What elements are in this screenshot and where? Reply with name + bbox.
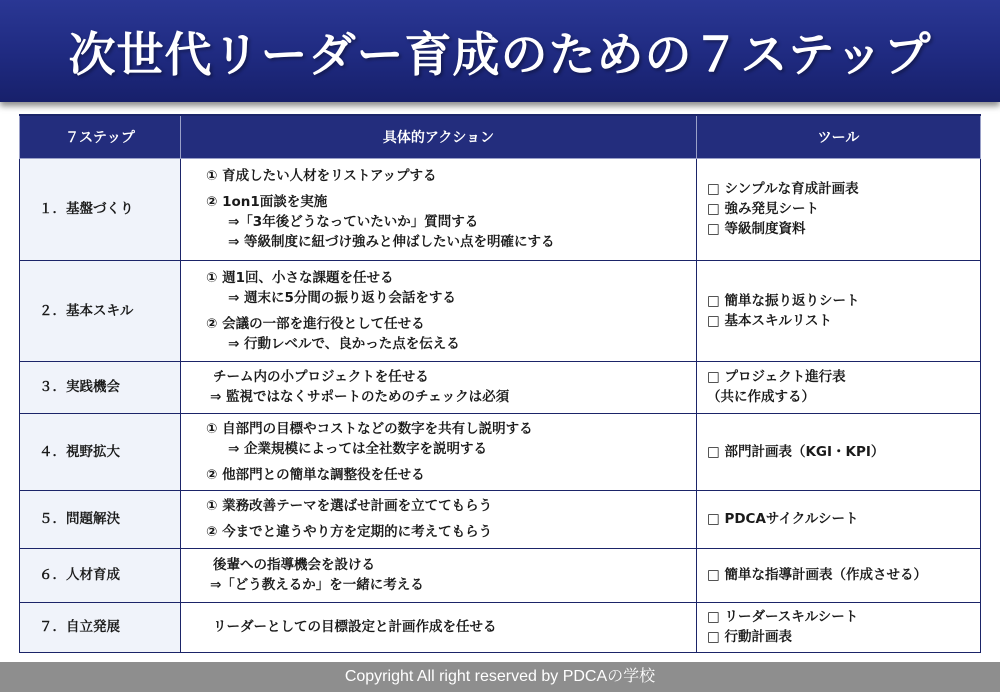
- tool-item: □ プロジェクト進行表: [707, 369, 846, 385]
- action-line: ① 業務改善テーマを選ばせ計画を立ててもらう: [206, 498, 493, 514]
- action-cell: [181, 413, 697, 490]
- tool-item: □ シンプルな育成計画表: [707, 181, 859, 197]
- tool-item: （共に作成する）: [707, 389, 815, 405]
- action-line: ② 会議の一部を進行役として任せる: [206, 315, 425, 332]
- title-banner: [0, 0, 1000, 102]
- action-cell: [181, 548, 697, 602]
- action-line: ② 1on1面談を実施: [206, 194, 328, 210]
- header-tool: ツール: [697, 115, 981, 158]
- action-line: 後輩への指導機会を設ける: [213, 557, 375, 573]
- tool-cell: [697, 548, 981, 602]
- action-cell: [181, 361, 697, 413]
- action-line: ⇒ 週末に5分間の振り返り会話をする: [228, 289, 456, 306]
- action-line: ⇒ 等級制度に紐づけ強みと伸ばしたい点を明確にする: [228, 234, 555, 250]
- step-cell: ６．人材育成: [20, 548, 181, 602]
- tool-item: □ 行動計画表: [707, 629, 792, 645]
- action-cell: [181, 602, 697, 652]
- action-line: ⇒ 監視ではなくサポートのためのチェックは必須: [210, 389, 510, 405]
- step-cell: ２．基本スキル: [20, 260, 181, 361]
- table-row: [20, 602, 981, 652]
- action-line: ⇒「3年後どうなっていたいか」質問する: [228, 214, 479, 230]
- tool-cell: [697, 361, 981, 413]
- steps-table: [19, 114, 981, 653]
- action-line: ① 週1回、小さな課題を任せる: [206, 269, 394, 286]
- step-cell: ７．自立発展: [20, 602, 181, 652]
- action-cell: [181, 260, 697, 361]
- action-line: リーダーとしての目標設定と計画作成を任せる: [213, 619, 497, 635]
- tool-item: □ 基本スキルリスト: [707, 312, 833, 329]
- action-line: ⇒ 行動レベルで、良かった点を伝える: [228, 335, 460, 352]
- tool-item: □ 簡単な振り返りシート: [707, 292, 860, 309]
- tool-item: □ リーダースキルシート: [707, 609, 859, 625]
- table-row: [20, 361, 981, 413]
- table-row: [20, 413, 981, 490]
- tool-item: □ 部門計画表（KGI・KPI）: [707, 443, 885, 460]
- action-line: チーム内の小プロジェクトを任せる: [213, 369, 429, 385]
- table-row: [20, 158, 981, 260]
- table-header-row: [20, 115, 981, 158]
- header-action: 具体的アクション: [181, 115, 697, 158]
- action-cell: [181, 158, 697, 260]
- table-row: [20, 260, 981, 361]
- tool-cell: [697, 602, 981, 652]
- step-cell: ４．視野拡大: [20, 413, 181, 490]
- action-line: ⇒ 企業規模によっては全社数字を説明する: [228, 440, 488, 457]
- action-line: ① 自部門の目標やコストなどの数字を共有し説明する: [206, 420, 533, 437]
- tool-item: □ 簡単な指導計画表（作成させる）: [707, 567, 927, 583]
- tool-cell: [697, 490, 981, 548]
- action-line: ② 他部門との簡単な調整役を任せる: [206, 466, 425, 483]
- step-cell: １．基盤づくり: [20, 158, 181, 260]
- tool-cell: [697, 260, 981, 361]
- page-title: 次世代リーダー育成のための７ステップ: [68, 27, 932, 83]
- table-row: [20, 490, 981, 548]
- tool-item: □ 強み発見シート: [707, 201, 819, 217]
- tool-item: □ 等級制度資料: [707, 221, 806, 237]
- step-cell: ５．問題解決: [20, 490, 181, 548]
- header-step: ７ステップ: [20, 115, 181, 158]
- action-line: ⇒「どう教えるか」を一緒に考える: [210, 577, 424, 593]
- action-line: ① 育成したい人材をリストアップする: [206, 168, 437, 184]
- tool-cell: [697, 413, 981, 490]
- tool-cell: [697, 158, 981, 260]
- copyright-footer: Copyright All right reserved by PDCAの学校: [0, 662, 1000, 692]
- table-row: [20, 548, 981, 602]
- tool-item: □ PDCAサイクルシート: [707, 511, 859, 527]
- action-cell: [181, 490, 697, 548]
- step-cell: ３．実践機会: [20, 361, 181, 413]
- action-line: ② 今までと違うやり方を定期的に考えてもらう: [206, 524, 493, 540]
